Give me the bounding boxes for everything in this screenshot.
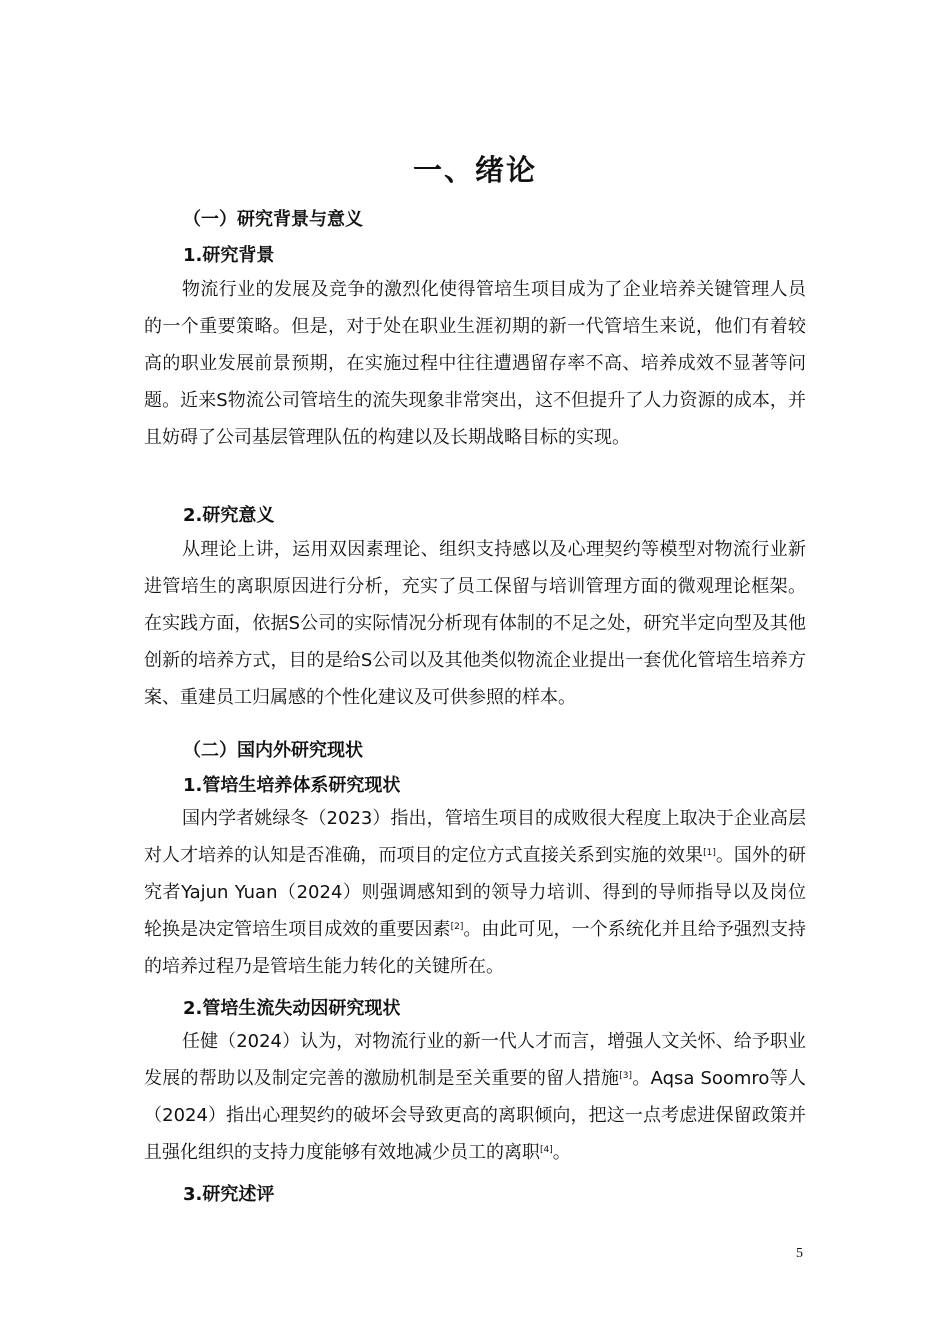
text-segment: 任健（2024）认为，对物流行业的新一代人才而言，增强人文关怀、给予职业发展的帮助以及制定完善的激励机制是至关重要的留人措施 [144,1031,806,1089]
subsection-heading-background: 1.研究背景 [183,245,275,266]
subsection-heading-significance: 2.研究意义 [183,505,275,526]
section-heading-research-status: （二）国内外研究现状 [183,740,363,761]
chapter-title: 一、绪论 [412,153,537,187]
citation-ref: [1] [703,848,716,858]
text-segment: 。Aqsa Soomro等人（2024）指出心理契约的破坏会导致更高的离职倾向，把这一点考虑进保留政策并且强化组织的支持力度能够有效地减少员工的离职 [144,1068,807,1163]
text-segment: 。国外的研究者Yajun Yuan（2024）则强调感知到的领导力培训、得到的导师指导以及岗位轮换是决定管培生项目成效的重要因素 [144,845,807,940]
paragraph-background: 物流行业的发展及竞争的激烈化使得管培生项目成为了企业培养关键管理人员的一个重要策略。但是，对于处在职业生涯初期的新一代管培生来说，他们有着较高的职业发展前景预期，在实施过程中往往遭遇留存率不高、培养成效不显著等问题。近来S物流公司管培生的流失现象非常突出，这不但提升了人力资源的成本，并且妨碍了公司基层管理队伍的构建以及长期战略目标的实现。 [144,279,806,448]
paragraph-turnover [144,1023,806,1171]
subsection-heading-turnover: 2.管培生流失动因研究现状 [183,998,401,1019]
paragraph-significance: 从理论上讲，运用双因素理论、组织支持感以及心理契约等模型对物流行业新进管培生的离职原因进行分析，充实了员工保留与培训管理方面的微观理论框架。在实践方面，依据S公司的实际情况分析现有体制的不足之处，研究半定向型及其他创新的培养方式，目的是给S公司以及其他类似物流企业提出一套优化管培生培养方案、重建员工归属感的个性化建议及可供参照的样本。 [144,539,806,708]
citation-ref: [3] [619,1071,633,1081]
citation-ref: [4] [540,1145,553,1155]
subsection-heading-review: 3.研究述评 [183,1184,275,1205]
page-number: 5 [796,1246,803,1261]
paragraph-training-system [144,800,806,985]
text-segment: 国内学者姚绿冬（2023）指出，管培生项目的成败很大程度上取决于企业高层对人才培养的认知是否准确，而项目的定位方式直接关系到实施的效果 [144,808,806,866]
section-heading-background: （一）研究背景与意义 [183,209,363,230]
citation-ref: [2] [450,922,464,932]
text-segment: 。 [552,1142,571,1163]
text-segment: 。由此可见，一个系统化并且给予强烈支持的培养过程乃是管培生能力转化的关键所在。 [144,919,807,977]
subsection-heading-training-system: 1.管培生培养体系研究现状 [183,775,401,796]
